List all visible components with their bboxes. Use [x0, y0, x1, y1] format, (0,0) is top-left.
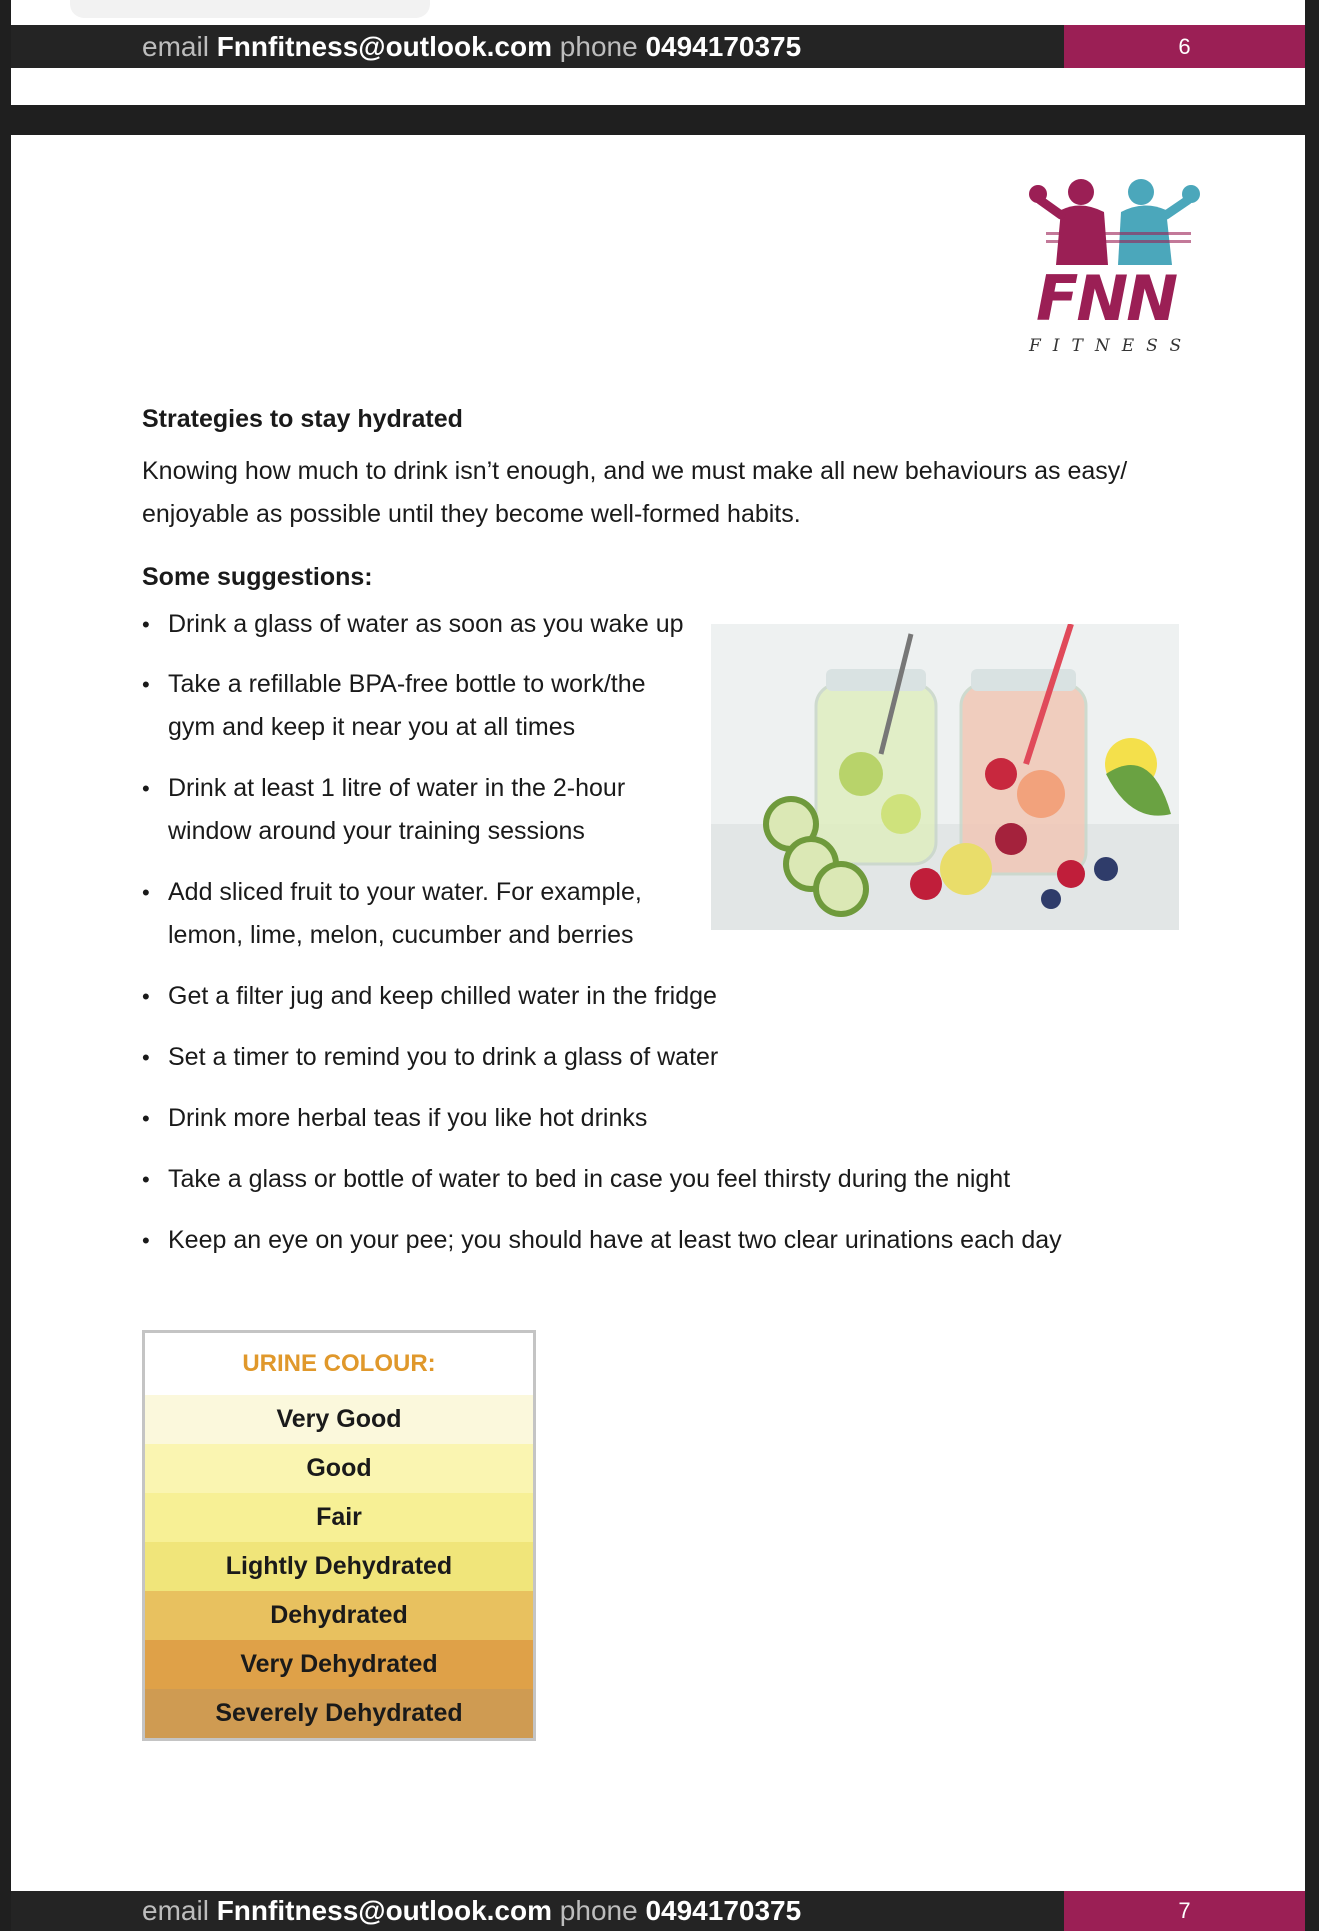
- list-item: • Take a refillable BPA-free bottle to work/the gym and keep it near you at all times: [142, 663, 688, 749]
- infused-water-photo: [711, 624, 1179, 930]
- fnn-fitness-logo: [1026, 170, 1211, 335]
- page-number: 7: [1064, 1891, 1305, 1931]
- previous-page-footer: [11, 25, 1305, 68]
- urine-level-row: Very Dehydrated: [145, 1640, 533, 1689]
- list-item: • Drink more herbal teas if you like hot drinks: [142, 1097, 1202, 1140]
- list-item: • Keep an eye on your pee; you should have at least two clear urinations each day: [142, 1219, 1202, 1262]
- urine-level-row: Good: [145, 1444, 533, 1493]
- urine-level-row: Dehydrated: [145, 1591, 533, 1640]
- document-page: [11, 135, 1305, 1891]
- email-label: email: [142, 1895, 209, 1926]
- logo-wordmark: FNN: [1036, 262, 1177, 335]
- previous-page-tab: [70, 0, 430, 18]
- list-item: • Drink a glass of water as soon as you wake up: [142, 603, 1202, 646]
- list-item: • Drink at least 1 litre of water in the 2-hour window around your training sessions: [142, 767, 688, 853]
- logo-subtitle: FITNESS: [1029, 336, 1194, 356]
- phone-value[interactable]: 0494170375: [645, 1895, 802, 1926]
- intro-paragraph: Knowing how much to drink isn’t enough, and we must make all new behaviours as easy/ enjoyable as possible until they become well-formed habits.: [142, 457, 1128, 528]
- list-item: • Get a filter jug and keep chilled water in the fridge: [142, 975, 1202, 1018]
- section-heading: Strategies to stay hydrated: [142, 405, 463, 433]
- phone-label: phone: [559, 30, 638, 62]
- email-value[interactable]: Fnnfitness@outlook.com: [216, 1895, 553, 1926]
- urine-level-row: Fair: [145, 1493, 533, 1542]
- footer-contact: [142, 31, 801, 63]
- email-label: email: [142, 30, 209, 62]
- urine-chart-title: URINE COLOUR:: [242, 1350, 436, 1377]
- page-number: 6: [1064, 25, 1305, 68]
- list-item: • Add sliced fruit to your water. For example, lemon, lime, melon, cucumber and berries: [142, 871, 688, 957]
- email-value[interactable]: Fnnfitness@outlook.com: [216, 30, 553, 62]
- urine-level-row: Lightly Dehydrated: [145, 1542, 533, 1591]
- phone-value[interactable]: 0494170375: [645, 30, 802, 62]
- footer-contact: [142, 1895, 801, 1927]
- urine-colour-chart: [142, 1330, 536, 1741]
- list-item: • Set a timer to remind you to drink a glass of water: [142, 1036, 1202, 1079]
- page-footer: [11, 1891, 1305, 1931]
- list-item: • Take a glass or bottle of water to bed in case you feel thirsty during the night: [142, 1158, 1202, 1201]
- urine-level-row: Severely Dehydrated: [145, 1689, 533, 1738]
- urine-level-row: Very Good: [145, 1395, 533, 1444]
- suggestions-heading: Some suggestions:: [142, 563, 373, 591]
- phone-label: phone: [559, 1895, 638, 1926]
